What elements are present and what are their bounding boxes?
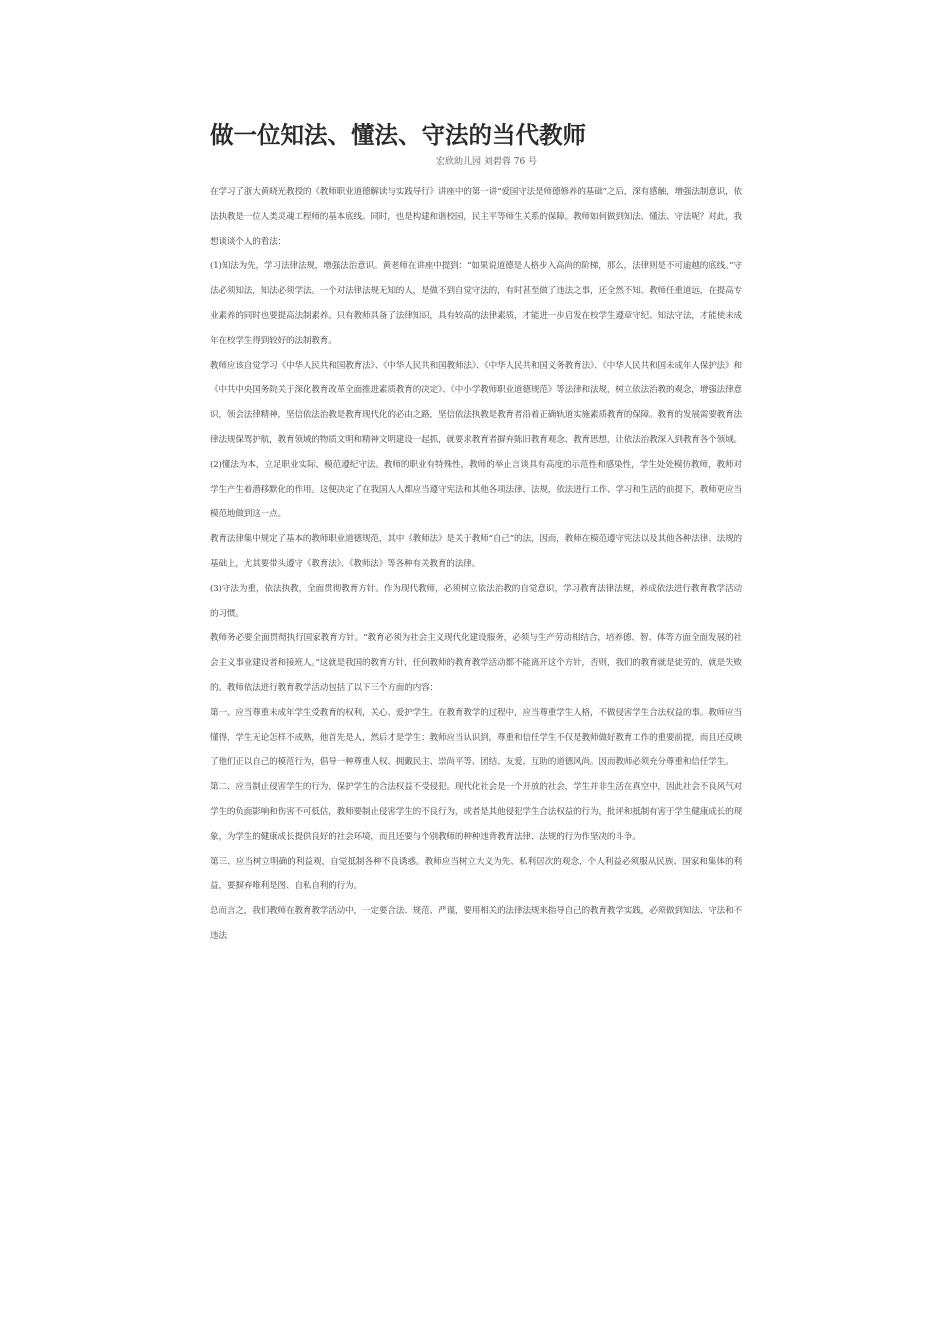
paragraph: 在学习了浙大黄晓光教授的《教师职业道德解读与实践导行》讲座中的第一讲“爱国守法是师德修养的基础”之后，深有感触，增强法制意识，依法执教是一位人类灵魂工程师的基本底线。同时，也是构建和谐校园，民主平等师生关系的保障。教师如何做到知法、懂法、守法呢？对此，我想谈谈个人的看法： (210, 187, 743, 247)
paragraph: 教育法律集中规定了基本的教师职业道德规范，其中《教师法》是关于教师“自己”的法，因而，教师在模范遵守宪法以及其他各种法律、法规的基础上，尤其要带头遵守《教育法》、《教师法》等各种有关教育的法律。 (210, 534, 743, 569)
paragraph: 教师应该自觉学习《中华人民共和国教育法》、《中华人民共和国教师法》、《中华人民共和国义务教育法》、《中华人民共和国未成年人保护法》和《中共中央国务院关于深化教育改革全面推进素质教育的决定》、《中小学教师职业道德规范》等法律和法规，树立依法治教的观念，增强法律意识，领会法律精神，坚信依法治教是教育现代化的必由之路，坚信依法执教是教育者沿着正确轨道实施素质教育的保障。教育的发展需要教育法律法规保驾护航，教育领域的物质文明和精神文明建设一起抓，就要求教育者摒弃陈旧教育观念、教育思想，让依法治教深入到教育各个领域。 (210, 360, 742, 445)
document-page (210, 118, 742, 949)
paragraph: 第一、应当尊重未成年学生受教育的权利，关心、爱护学生。在教育教学的过程中，应当尊重学生人格，不做侵害学生合法权益的事。教师应当懂得，学生无论怎样不成熟，他首先是人，然后才是学生；教师应当认识到，尊重和信任学生不仅是教师做好教育工作的重要前提，而且还反映了他们正以自己的模范行为，倡导一种尊重人权、拥戴民主、崇尚平等、团结、友爱、互助的道德风尚。因而教师必须充分尊重和信任学生。 (210, 707, 742, 768)
paragraph: (3)守法为重，依法执教，全面贯彻教育方针。作为现代教师，必须树立依法治教的自觉意识，学习教育法律法规，养成依法进行教育教学活动的习惯。 (210, 583, 742, 619)
paragraph: 总而言之，我们教师在教育教学活动中，一定要合法、规范、严谨，要用相关的法律法规来指导自己的教育教学实践，必须做到知法、守法和不违法 (210, 906, 742, 941)
paragraph: 第三、应当树立明确的利益观，自觉抵制各种不良诱惑。教师应当树立大义为先、私利居次的观念，个人利益必须服从民族、国家和集体的利益，要摒弃唯利是图、自私自利的行为。 (210, 856, 742, 892)
paragraph: 第二、应当制止侵害学生的行为，保护学生的合法权益不受侵犯。现代化社会是一个开放的社会，学生并非生活在真空中，因此社会不良风气对学生的负面影响和伤害不可低估，教师要制止侵害学生的不良行为，或者是其他侵犯学生合法权益的行为，批评和抵制有害于学生健康成长的现象，为学生的健康成长提供良好的社会环境，而且还要与个别教师的种种违背教育法律、法规的行为作坚决的斗争。 (210, 782, 742, 842)
author-byline: 宏欣幼儿园 刘碧蓉 76 号 (436, 157, 538, 167)
document-title: 做一位知法、懂法、守法的当代教师 (210, 121, 586, 149)
paragraph: (1)知法为先，学习法律法规，增强法治意识。黄老师在讲座中提到：“如果说道德是人格步入高尚的阶梯，那么，法律则是不可逾越的底线。”守法必须知法，知法必须学法。一个对法律法规无知的人，是做不到自觉守法的，有时甚至做了违法之事，还全然不知。教师任重道远，在提高专业素养的同时也要提高法制素养。只有教师具备了法律知识，具有较高的法律素质，才能进一步启发在校学生遵章守纪、知法守法，才能使未成年在校学生得到较好的法制教育。 (210, 261, 742, 346)
paragraph: (2)懂法为本，立足职业实际，模范遵纪守法。教师的职业有特殊性，教师的举止言谈具有高度的示范性和感染性，学生处处模仿教师，教师对学生产生着潜移默化的作用。这便决定了在我国人人都应当遵守宪法和其他各项法律、法规，依法进行工作、学习和生活的前提下，教师更应当模范地做到这一点。 (210, 459, 742, 520)
paragraph: 教师务必要全面贯彻执行国家教育方针。“教育必须为社会主义现代化建设服务，必须与生产劳动相结合，培养德、智、体等方面全面发展的社会主义事业建设者和接班人。”这就是我国的教育方针，任何教师的教育教学活动都不能离开这个方针，否则，我们的教育就是徒劳的，就是失败的。教师依法进行教育教学活动包括了以下三个方面的内容： (210, 633, 742, 693)
